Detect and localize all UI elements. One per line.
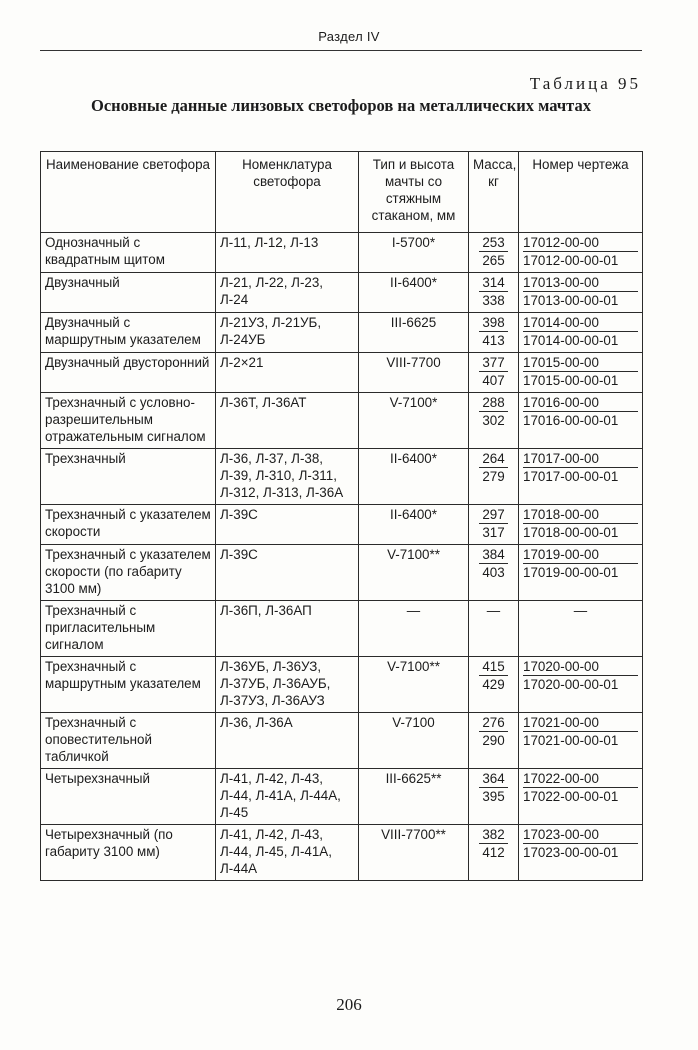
nomenclature-cell: Л-39С bbox=[216, 505, 359, 545]
table-row bbox=[41, 449, 643, 505]
signal-name-cell: Однозначный с квадратным щитом bbox=[41, 233, 216, 273]
nomenclature-cell: Л-36, Л-37, Л-38, Л-39, Л-310, Л-311, Л-312, Л-313, Л-36А bbox=[216, 449, 359, 505]
drawing-number-primary: 17020-00-00 bbox=[523, 658, 638, 676]
drawing-number-cell bbox=[519, 353, 643, 393]
mast-type-cell: VIII-7700 bbox=[359, 353, 469, 393]
drawing-number-secondary: 17013-00-00-01 bbox=[523, 293, 619, 308]
mast-type-cell: — bbox=[359, 601, 469, 657]
page-number: 206 bbox=[336, 995, 362, 1014]
mass-value-primary: 415 bbox=[479, 658, 508, 676]
mass-cell bbox=[469, 449, 519, 505]
mass-cell bbox=[469, 233, 519, 273]
drawing-number-primary: 17012-00-00 bbox=[523, 234, 638, 252]
table-row bbox=[41, 545, 643, 601]
drawing-number-primary: 17017-00-00 bbox=[523, 450, 638, 468]
table-row bbox=[41, 313, 643, 353]
column-header-drawing: Номер чертежа bbox=[519, 152, 643, 233]
drawing-number-cell bbox=[519, 505, 643, 545]
mass-value-primary: 288 bbox=[479, 394, 508, 412]
drawing-number-secondary: 17022-00-00-01 bbox=[523, 789, 619, 804]
mass-cell bbox=[469, 505, 519, 545]
mass-value-primary: 364 bbox=[479, 770, 508, 788]
table-caption: Основные данные линзовых светофоров на металлических мачтах bbox=[91, 96, 591, 115]
drawing-number-secondary: 17021-00-00-01 bbox=[523, 733, 619, 748]
mass-value-primary: 377 bbox=[479, 354, 508, 372]
signals-table bbox=[40, 151, 643, 881]
drawing-number-secondary: 17012-00-00-01 bbox=[523, 253, 619, 268]
table-row bbox=[41, 505, 643, 545]
mass-value-secondary: 302 bbox=[482, 413, 505, 428]
mass-value-primary: 264 bbox=[479, 450, 508, 468]
drawing-number-cell bbox=[519, 449, 643, 505]
signal-name-cell: Трехзначный с пригласительным сигналом bbox=[41, 601, 216, 657]
nomenclature-cell: Л-21УЗ, Л-21УБ, Л-24УБ bbox=[216, 313, 359, 353]
signal-name-cell: Трехзначный с маршрутным указателем bbox=[41, 657, 216, 713]
mass-value-primary: 253 bbox=[479, 234, 508, 252]
mast-type-cell: III-6625 bbox=[359, 313, 469, 353]
nomenclature-cell: Л-36Т, Л-36АТ bbox=[216, 393, 359, 449]
drawing-number-primary: 17018-00-00 bbox=[523, 506, 638, 524]
mass-value-secondary: 413 bbox=[482, 333, 505, 348]
drawing-number-primary: 17014-00-00 bbox=[523, 314, 638, 332]
mass-value-secondary: 395 bbox=[482, 789, 505, 804]
mass-value-primary: 276 bbox=[479, 714, 508, 732]
mast-type-cell: V-7100** bbox=[359, 545, 469, 601]
drawing-number-primary: 17013-00-00 bbox=[523, 274, 638, 292]
drawing-number-primary: 17019-00-00 bbox=[523, 546, 638, 564]
mast-type-cell: II-6400* bbox=[359, 505, 469, 545]
table-row bbox=[41, 713, 643, 769]
nomenclature-cell: Л-36УБ, Л-36УЗ, Л-37УБ, Л-36АУБ, Л-37УЗ, Л-36АУЗ bbox=[216, 657, 359, 713]
drawing-number-secondary: 17020-00-00-01 bbox=[523, 677, 619, 692]
mast-type-cell: V-7100* bbox=[359, 393, 469, 449]
nomenclature-cell: Л-36, Л-36А bbox=[216, 713, 359, 769]
nomenclature-cell: Л-2×21 bbox=[216, 353, 359, 393]
mast-type-cell: V-7100 bbox=[359, 713, 469, 769]
drawing-number-primary: 17015-00-00 bbox=[523, 354, 638, 372]
mass-cell bbox=[469, 273, 519, 313]
signal-name-cell: Четырехзначный (по габариту 3100 мм) bbox=[41, 825, 216, 881]
signal-name-cell: Четырехзначный bbox=[41, 769, 216, 825]
drawing-number-cell bbox=[519, 545, 643, 601]
nomenclature-cell: Л-11, Л-12, Л-13 bbox=[216, 233, 359, 273]
mast-type-cell: II-6400* bbox=[359, 273, 469, 313]
drawing-number-primary: 17016-00-00 bbox=[523, 394, 638, 412]
mass-cell bbox=[469, 657, 519, 713]
nomenclature-cell: Л-41, Л-42, Л-43, Л-44, Л-41А, Л-44А, Л-45 bbox=[216, 769, 359, 825]
mass-value: — bbox=[486, 603, 501, 618]
drawing-number-cell bbox=[519, 713, 643, 769]
drawing-number-primary: 17023-00-00 bbox=[523, 826, 638, 844]
drawing-number-primary: 17021-00-00 bbox=[523, 714, 638, 732]
table-row bbox=[41, 233, 643, 273]
signal-name-cell: Двузначный bbox=[41, 273, 216, 313]
mass-value-secondary: 403 bbox=[482, 565, 505, 580]
mass-value-secondary: 317 bbox=[482, 525, 505, 540]
mass-cell bbox=[469, 393, 519, 449]
mass-value-secondary: 429 bbox=[482, 677, 505, 692]
mass-value-primary: 297 bbox=[479, 506, 508, 524]
mass-cell bbox=[469, 545, 519, 601]
drawing-number-cell bbox=[519, 769, 643, 825]
mass-cell bbox=[469, 769, 519, 825]
table-row bbox=[41, 657, 643, 713]
mass-value-secondary: 265 bbox=[482, 253, 505, 268]
section-header: Раздел IV bbox=[318, 29, 380, 44]
signal-name-cell: Двузначный двусторонний bbox=[41, 353, 216, 393]
column-header-mast: Тип и высота мачты со стяжным стаканом, мм bbox=[359, 152, 469, 233]
table-row bbox=[41, 769, 643, 825]
drawing-number-cell bbox=[519, 825, 643, 881]
mass-cell bbox=[469, 713, 519, 769]
mass-value-secondary: 338 bbox=[482, 293, 505, 308]
mass-value-secondary: 279 bbox=[482, 469, 505, 484]
column-header-name: Наименование светофора bbox=[41, 152, 216, 233]
signal-name-cell: Двузначный с маршрутным указателем bbox=[41, 313, 216, 353]
drawing-number: — bbox=[573, 603, 588, 618]
table-row bbox=[41, 273, 643, 313]
mast-type-cell: III-6625** bbox=[359, 769, 469, 825]
drawing-number-secondary: 17018-00-00-01 bbox=[523, 525, 619, 540]
drawing-number-cell bbox=[519, 233, 643, 273]
mass-value-secondary: 290 bbox=[482, 733, 505, 748]
drawing-number-cell bbox=[519, 657, 643, 713]
mast-type-cell: II-6400* bbox=[359, 449, 469, 505]
mass-cell bbox=[469, 313, 519, 353]
header-rule bbox=[40, 50, 642, 51]
table-row bbox=[41, 601, 643, 657]
signal-name-cell: Трехзначный bbox=[41, 449, 216, 505]
table-header-row bbox=[41, 152, 643, 233]
signal-name-cell: Трехзначный с условно-разрешительным отражательным сигналом bbox=[41, 393, 216, 449]
mass-value-primary: 314 bbox=[479, 274, 508, 292]
drawing-number-secondary: 17019-00-00-01 bbox=[523, 565, 619, 580]
drawing-number-secondary: 17017-00-00-01 bbox=[523, 469, 619, 484]
drawing-number-cell bbox=[519, 601, 643, 657]
nomenclature-cell: Л-21, Л-22, Л-23, Л-24 bbox=[216, 273, 359, 313]
table-row bbox=[41, 825, 643, 881]
table-row bbox=[41, 393, 643, 449]
mass-cell bbox=[469, 601, 519, 657]
nomenclature-cell: Л-36П, Л-36АП bbox=[216, 601, 359, 657]
mass-value-primary: 398 bbox=[479, 314, 508, 332]
signal-name-cell: Трехзначный с указателем скорости bbox=[41, 505, 216, 545]
mass-value-secondary: 412 bbox=[482, 845, 505, 860]
nomenclature-cell: Л-39С bbox=[216, 545, 359, 601]
mast-type-cell: VIII-7700** bbox=[359, 825, 469, 881]
mass-cell bbox=[469, 353, 519, 393]
drawing-number-cell bbox=[519, 313, 643, 353]
column-header-mass: Масса, кг bbox=[469, 152, 519, 233]
mast-type-cell: V-7100** bbox=[359, 657, 469, 713]
drawing-number-secondary: 17016-00-00-01 bbox=[523, 413, 619, 428]
signal-name-cell: Трехзначный с указателем скорости (по габариту 3100 мм) bbox=[41, 545, 216, 601]
drawing-number-secondary: 17023-00-00-01 bbox=[523, 845, 619, 860]
mass-cell bbox=[469, 825, 519, 881]
drawing-number-secondary: 17014-00-00-01 bbox=[523, 333, 619, 348]
nomenclature-cell: Л-41, Л-42, Л-43, Л-44, Л-45, Л-41А, Л-44А bbox=[216, 825, 359, 881]
drawing-number-secondary: 17015-00-00-01 bbox=[523, 373, 619, 388]
drawing-number-cell bbox=[519, 273, 643, 313]
column-header-nomenclature: Номенклатура светофора bbox=[216, 152, 359, 233]
mass-value-primary: 384 bbox=[479, 546, 508, 564]
table-row bbox=[41, 353, 643, 393]
signal-name-cell: Трехзначный с оповестительной табличкой bbox=[41, 713, 216, 769]
drawing-number-cell bbox=[519, 393, 643, 449]
mass-value-secondary: 407 bbox=[482, 373, 505, 388]
drawing-number-primary: 17022-00-00 bbox=[523, 770, 638, 788]
mast-type-cell: I-5700* bbox=[359, 233, 469, 273]
table-label: Таблица 95 bbox=[529, 74, 641, 93]
mass-value-primary: 382 bbox=[479, 826, 508, 844]
